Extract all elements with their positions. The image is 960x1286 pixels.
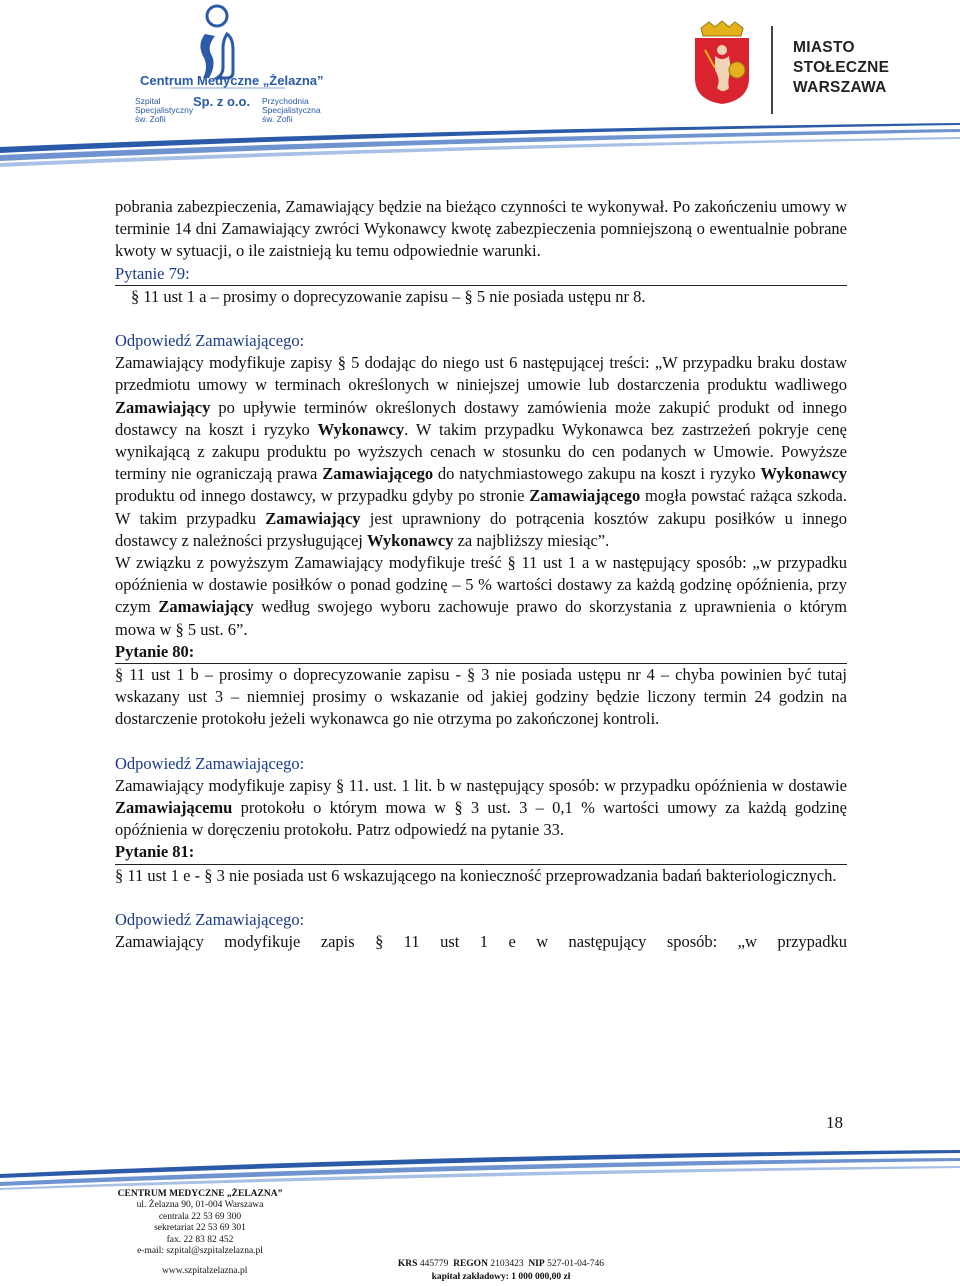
szpital-label: Szpital Specjalistyczny św. Zofii [135,96,194,124]
answer-79-text-2: W związku z powyższym Zamawiający modyfikuje treść § 11 ust 1 a w następujący sposób: „w przypadku opóźnienia w dostawie posiłków o ponad godzinę – 5 % wartości dostawy za każdą godzinę opóźnienia, przy czym Zamawiający według swojego wyboru zachowuje prawo do skorzystania z uprawnienia o którym mowa w § 5 ust. 6”. [115,553,847,639]
footer-swoosh [0,1148,960,1190]
footer-website-link[interactable]: www.szpitalzelazna.pl [162,1266,248,1276]
przychodnia-label: Przychodnia Specjalistyczna św. Zofii [262,96,321,124]
share-capital: kapitał zakładowy: 1 000 000,00 zł [431,1272,571,1282]
page-number: 18 [826,1113,843,1132]
answer-80-text: Zamawiający modyfikuje zapisy § 11. ust. 1 lit. b w następujący sposób: w przypadku opóźnienia w dostawie Zamawiającemu protokołu o którym mowa w § 3 ust. 3 – 0,1 % wartości umowy za każdą godzinę opóźnienia w doręczeniu protokołu. Patrz odpowiedź na pytanie 33. [115,775,847,840]
warsaw-title: MIASTO STOŁECZNE WARSZAWA [793,39,890,96]
paragraph-intro: pobrania zabezpieczenia, Zamawiający będzie na bieżąco czynności te wykonywał. Po zakończeniu umowy w terminie 14 dni Zamawiający zwróci Wykonawcy kwotę zabezpieczenia pomniejszoną o ewentualnie pobrane kwoty w sytuacji, o ile zaistnieją ku temu odpowiednie warunki. [115,197,847,261]
question-80-title: Pytanie 80: [115,641,847,664]
footer-company-name: CENTRUM MEDYCZNE „ŻELAZNA” [117,1189,283,1199]
question-81-text: § 11 ust 1 e - § 3 nie posiada ust 6 wskazującego na konieczność przeprowadzania badań bakteriologicznych. [115,865,837,885]
warsaw-coat-of-arms-icon [693,20,751,104]
question-80-text: § 11 ust 1 b – prosimy o doprecyzowanie zapisu - § 3 nie posiada ustępu nr 4 – chyba powinien być tutaj wskazany ust 3 – niemniej prosimy o wskazanie od jakiej godziny będzie liczony termin 24 godzin na dostarczenie protokołu jeżeli wykonawca go nie otrzyma po zakończonej kontroli. [115,665,847,729]
footer-email[interactable]: e-mail: szpital@szpitalzelazna.pl [137,1246,263,1257]
document-body [115,196,847,953]
answer-79-text: Zamawiający modyfikuje zapisy § 5 dodając do niego ust 6 następującej treści: „W przypadku braku dostaw przedmiotu umowy w terminach określonych w niniejszej umowie lub dostarczenia produktu wadliwego Zamawiający po upływie terminów określonych dostawy zamówienia może zakupić produkt od innego dostawcy na koszt i ryzyko Wykonawcy. W takim przypadku Wykonawca bez zastrzeżeń pokryje cenę wynikającą z zakupu produktu po wyższych cenach w stosunku do cen podanych w Umowie. Powyższe terminy nie ograniczają prawa Zamawiającego do natychmiastowego zakupu na koszt i ryzyko Wykonawcy produktu od innego dostawcy, w przypadku gdyby po stronie Zamawiającego mogła powstać rażąca szkoda. W takim przypadku Zamawiający jest uprawniony do potrącenia kosztów zakupu posiłków u innego dostawcy z należności przysługującej Wykonawcy za najbliższy miesiąc”. [115,353,848,550]
header-swoosh [0,115,960,170]
question-79-title: Pytanie 79: [115,263,847,286]
answer-80-label: Odpowiedź Zamawiającego: [115,753,305,773]
question-81-title: Pytanie 81: [115,841,847,864]
footer-registration [395,1258,607,1284]
header-divider [771,26,773,114]
centrum-medyczne-name: Centrum Medyczne „Żelazna” [140,73,324,88]
answer-81-text: Zamawiający modyfikuje zapis § 11 ust 1 e w następujący sposób: „w przypadku [115,932,847,952]
answer-81-label: Odpowiedź Zamawiającego: [115,909,305,929]
company-suffix: Sp. z o.o. [193,94,251,109]
answer-79-label: Odpowiedź Zamawiającego: [115,331,305,351]
question-79-text: § 11 ust 1 a – prosimy o doprecyzowanie zapisu – § 5 nie posiada ustępu nr 8. [131,286,646,306]
registration-numbers: KRS 445779 REGON 2103423 NIP 527-01-04-746 [397,1259,605,1269]
footer-address: CENTRUM MEDYCZNE „ŻELAZNA” ul. Żelazna 90, 01-004 Warszawa centrala 22 53 69 300 sekretariat 22 53 69 301 fax. 22 83 82 452 e-mail: szpital@szpitalzelazna.pl [100,1189,300,1257]
